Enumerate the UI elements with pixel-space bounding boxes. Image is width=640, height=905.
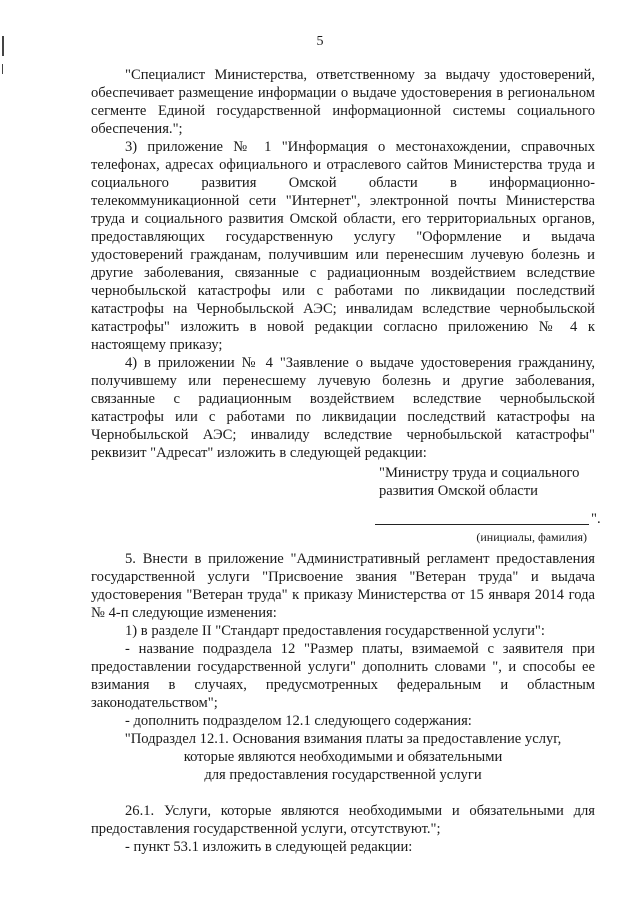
addressee-line-2: развития Омской области [379, 483, 538, 499]
signature-end-mark: ". [591, 511, 601, 527]
addressee-line-1: "Министру труда и социального [379, 465, 580, 481]
paragraph-specialist: "Специалист Министерства, ответственному за выдачу удостоверений, обеспечивает размещение информации о выдаче удостоверения в региональном сегменте Единой государственной информационной системы социального обеспечения."; [91, 67, 595, 137]
subsection-heading-line-2: которые являются необходимыми и обязательными [183, 749, 503, 765]
paragraph-26-1: 26.1. Услуги, которые являются необходимыми и обязательными для предоставления государственной услуги, отсутствуют."; [91, 803, 595, 837]
signature-row [91, 510, 601, 528]
paragraph-add-subsection-12-1: - дополнить подразделом 12.1 следующего содержания: [125, 713, 472, 729]
paragraph-section-ii: 1) в разделе II "Стандарт предоставления государственной услуги": [125, 623, 545, 639]
paragraph-item-4: 4) в приложении № 4 "Заявление о выдаче удостоверения гражданину, получившему или перенесшему лучевую болезнь и другие заболевания, связанные с радиационным воздействием вследствие чернобыльской катастрофы или с работами по ликвидации последствий катастрофы на Чернобыльской АЭС; инвалиду вследствие чернобыльской катастрофы" реквизит "Адресат" изложить в следующей редакции: [91, 355, 595, 461]
paragraph-item-5: 5. Внести в приложение "Административный регламент предоставления государственной услуги "Присвоение звания "Ветеран труда" и выдача удостоверения "Ветеран труда" к приказу Министерства от 15 января 2014 года № 4-п следующие изменения: [91, 551, 595, 621]
binding-mark-bottom [2, 64, 3, 74]
signature-caption: (инициалы, фамилия) [476, 530, 587, 544]
page-number: 5 [316, 34, 324, 49]
subsection-heading-line-1: "Подраздел 12.1. Основания взимания платы за предоставление услуг, [124, 731, 562, 747]
paragraph-item-3: 3) приложение № 1 "Информация о местонахождении, справочных телефонах, адресах официального и отраслевого сайтов Министерства труда и социального развития Омской области в информационно-телекоммуникационной сети "Интернет", электронной почты Министерства труда и социального развития Омской области, его территориальных органов, предоставляющих государственную услугу "Оформление и выдача удостоверений гражданам, получившим или перенесшим лучевую болезнь и другие заболевания, связанные с радиационным воздействием вследствие чернобыльской катастрофы или с работами по ликвидации последствий катастрофы на Чернобыльской АЭС; инвалидам вследствие чернобыльской катастрофы" изложить в новой редакции согласно приложению № 4 к настоящему приказу; [91, 139, 595, 353]
paragraph-item-53-1: - пункт 53.1 изложить в следующей редакции: [125, 839, 413, 855]
document-body [91, 66, 601, 856]
subsection-heading-line-3: для предоставления государственной услуги [204, 767, 482, 783]
signature-line [375, 524, 589, 525]
paragraph-subsection-12-title: - название подраздела 12 "Размер платы, взимаемой с заявителя при предоставлении государственной услуги" дополнить словами ", и способы ее взимания в случаях, предусмотренных федеральным и областным законодательством"; [91, 641, 595, 711]
addressee-block [379, 464, 595, 500]
